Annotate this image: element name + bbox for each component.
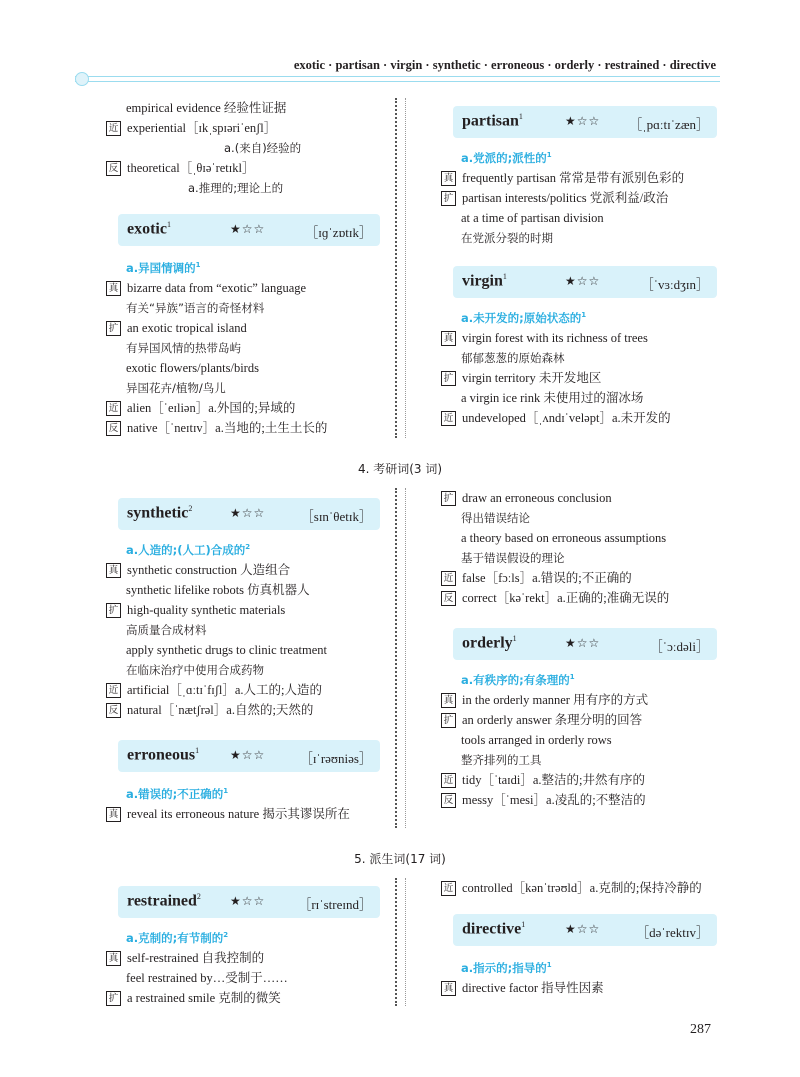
- antonym-line: 反 messy［ˈmesi］a.凌乱的;不整洁的: [441, 792, 646, 808]
- translation: 有关“异族”语言的奇怪材料: [126, 301, 265, 315]
- phonetic: ［ˈvɜːdʒɪn］: [640, 277, 709, 292]
- headword: exotic$^1$: [127, 220, 171, 238]
- extension-line: 扩 an orderly answer 条理分明的回答: [441, 712, 642, 728]
- real-tag: 真: [441, 693, 456, 708]
- extension-line: 扩 partisan interests/politics 党派利益/政治: [441, 190, 668, 206]
- column-divider: [395, 488, 406, 828]
- syn-tag: 近: [106, 401, 121, 416]
- sense: a.党派的;派性的$^1$: [461, 151, 552, 165]
- word-card-orderly: [453, 628, 717, 660]
- syn-tag: 近: [106, 683, 121, 698]
- page-number: 287: [690, 1022, 711, 1037]
- phonetic: ［ɪɡˈzɒtɪk］: [305, 225, 372, 240]
- extension-line: 扩 draw an erroneous conclusion: [441, 490, 612, 506]
- headword: partisan$^1$: [462, 112, 523, 130]
- translation: 得出错误结论: [461, 511, 530, 525]
- example: empirical evidence 经验性证据: [126, 101, 287, 115]
- phonetic: ［ˌpɑːtɪˈzæn］: [629, 117, 709, 132]
- ant-tag: 反: [106, 161, 121, 176]
- rating-stars: ★☆☆: [565, 922, 601, 936]
- real-tag: 真: [441, 171, 456, 186]
- extension-line: 扩 an exotic tropical island: [106, 320, 247, 336]
- example-line: 真 self-restrained 自我控制的: [106, 950, 264, 966]
- ext-tag: 扩: [106, 603, 121, 618]
- example: a virgin ice rink 未使用过的溜冰场: [461, 391, 644, 405]
- translation: 郁郁葱葱的原始森林: [461, 351, 565, 365]
- example: at a time of partisan division: [461, 211, 604, 225]
- antonym-line: 反 native［ˈneɪtɪv］a.当地的;土生土长的: [106, 420, 327, 436]
- ext-tag: 扩: [106, 991, 121, 1006]
- ext-tag: 扩: [106, 321, 121, 336]
- translation: 在临床治疗中使用合成药物: [126, 663, 264, 677]
- extension-line: 扩 high-quality synthetic materials: [106, 602, 285, 618]
- real-tag: 真: [106, 563, 121, 578]
- example: apply synthetic drugs to clinic treatment: [126, 643, 327, 657]
- antonym-line: 反 correct［kəˈrekt］a.正确的;准确无误的: [441, 590, 669, 606]
- ant-tag: 反: [106, 703, 121, 718]
- ext-tag: 扩: [441, 713, 456, 728]
- definition: a.推理的;理论上的: [188, 181, 284, 195]
- example: tools arranged in orderly rows: [461, 733, 612, 747]
- example-line: 真 synthetic construction 人造组合: [106, 562, 290, 578]
- definition: a.(来自)经验的: [224, 141, 302, 155]
- real-tag: 真: [441, 981, 456, 996]
- real-tag: 真: [106, 807, 121, 822]
- example: synthetic lifelike robots 仿真机器人: [126, 583, 310, 597]
- example-line: 真 frequently partisan 常常是带有派别色彩的: [441, 170, 684, 186]
- phonetic: ［ˈɔːdəli］: [649, 639, 709, 654]
- synonym-line: 近 artificial［ˌɑːtɪˈfɪʃl］a.人工的;人造的: [106, 682, 322, 698]
- sense: a.人造的;(人工)合成的$^2$: [126, 543, 251, 557]
- sense: a.异国情调的$^1$: [126, 261, 201, 275]
- running-header: exotic · partisan · virgin · synthetic · erroneous · orderly · restrained · directive: [293, 58, 716, 72]
- syn-tag: 近: [441, 773, 456, 788]
- section-heading-kaoyan: 4. 考研词(3 词): [357, 462, 443, 476]
- headword: restrained$^2$: [127, 892, 201, 910]
- word-card-exotic: [118, 214, 380, 246]
- synonym-line: 近 experiential［ɪkˌspɪəriˈenʃl］: [106, 120, 276, 136]
- sense: a.指示的;指导的$^1$: [461, 961, 552, 975]
- rating-stars: ★☆☆: [230, 894, 266, 908]
- word-card-directive: [453, 914, 717, 946]
- synonym-line: 近 controlled［kənˈtrəʊld］a.克制的;保持冷静的: [441, 880, 702, 896]
- column-divider: [395, 98, 406, 438]
- word-card-synthetic: [118, 498, 380, 530]
- headword: erroneous$^1$: [127, 746, 200, 764]
- antonym-line: 反 theoretical［ˌθɪəˈretɪkl］: [106, 160, 254, 176]
- ext-tag: 扩: [441, 371, 456, 386]
- example-line: 真 directive factor 指导性因素: [441, 980, 604, 996]
- phonetic: ［sɪnˈθetɪk］: [300, 509, 372, 524]
- phonetic: ［rɪˈstreɪnd］: [298, 897, 372, 912]
- word-card-partisan: [453, 106, 717, 138]
- rating-stars: ★☆☆: [565, 636, 601, 650]
- synonym-line: 近 false［fɔːls］a.错误的;不正确的: [441, 570, 632, 586]
- synonym-line: 近 undeveloped［ˌʌndɪˈveləpt］a.未开发的: [441, 410, 671, 426]
- phonetic: ［ɪˈrəʊniəs］: [299, 751, 372, 766]
- word-card-restrained: [118, 886, 380, 918]
- rating-stars: ★☆☆: [230, 222, 266, 236]
- real-tag: 真: [106, 951, 121, 966]
- example-line: 真 virgin forest with its richness of trees: [441, 330, 648, 346]
- ant-tag: 反: [441, 793, 456, 808]
- example-line: 真 in the orderly manner 用有序的方式: [441, 692, 648, 708]
- translation: 异国花卉/植物/鸟儿: [126, 381, 226, 395]
- headword: orderly$^1$: [462, 634, 517, 652]
- synonym-line: 近 alien［ˈeɪliən］a.外国的;异域的: [106, 400, 295, 416]
- syn-tag: 近: [106, 121, 121, 136]
- headword: synthetic$^2$: [127, 504, 193, 522]
- example: feel restrained by…受制于……: [126, 971, 288, 985]
- rating-stars: ★☆☆: [230, 748, 266, 762]
- example-line: 真 reveal its erroneous nature 揭示其谬误所在: [106, 806, 350, 822]
- syn-tag: 近: [441, 881, 456, 896]
- real-tag: 真: [106, 281, 121, 296]
- example: exotic flowers/plants/birds: [126, 361, 259, 375]
- sense: a.克制的;有节制的$^2$: [126, 931, 229, 945]
- column-divider: [395, 878, 406, 1006]
- translation: 整齐排列的工具: [461, 753, 542, 767]
- headword: directive$^1$: [462, 920, 526, 938]
- sense: a.有秩序的;有条理的$^1$: [461, 673, 575, 687]
- translation: 高质量合成材料: [126, 623, 207, 637]
- rating-stars: ★☆☆: [230, 506, 266, 520]
- sense: a.错误的;不正确的$^1$: [126, 787, 229, 801]
- rating-stars: ★☆☆: [565, 114, 601, 128]
- syn-tag: 近: [441, 411, 456, 426]
- ext-tag: 扩: [441, 491, 456, 506]
- word-card-virgin: [453, 266, 717, 298]
- extension-line: 扩 a restrained smile 克制的微笑: [106, 990, 281, 1006]
- example: a theory based on erroneous assumptions: [461, 531, 667, 545]
- rating-stars: ★☆☆: [565, 274, 601, 288]
- section-heading-derived: 5. 派生词(17 词): [354, 852, 446, 866]
- synonym-line: 近 tidy［ˈtaɪdi］a.整洁的;井然有序的: [441, 772, 645, 788]
- header-rule: [75, 76, 720, 82]
- example-line: 真 bizarre data from “exotic” language: [106, 280, 306, 296]
- syn-tag: 近: [441, 571, 456, 586]
- ant-tag: 反: [441, 591, 456, 606]
- sense: a.未开发的;原始状态的$^1$: [461, 311, 587, 325]
- real-tag: 真: [441, 331, 456, 346]
- ant-tag: 反: [106, 421, 121, 436]
- phonetic: ［dəˈrektɪv］: [636, 925, 709, 940]
- translation: 基于错误假设的理论: [461, 551, 565, 565]
- headword: virgin$^1$: [462, 272, 507, 290]
- translation: 有异国风情的热带岛屿: [126, 341, 241, 355]
- antonym-line: 反 natural［ˈnætʃrəl］a.自然的;天然的: [106, 702, 313, 718]
- extension-line: 扩 virgin territory 未开发地区: [441, 370, 601, 386]
- word-card-erroneous: [118, 740, 380, 772]
- ext-tag: 扩: [441, 191, 456, 206]
- translation: 在党派分裂的时期: [461, 231, 553, 245]
